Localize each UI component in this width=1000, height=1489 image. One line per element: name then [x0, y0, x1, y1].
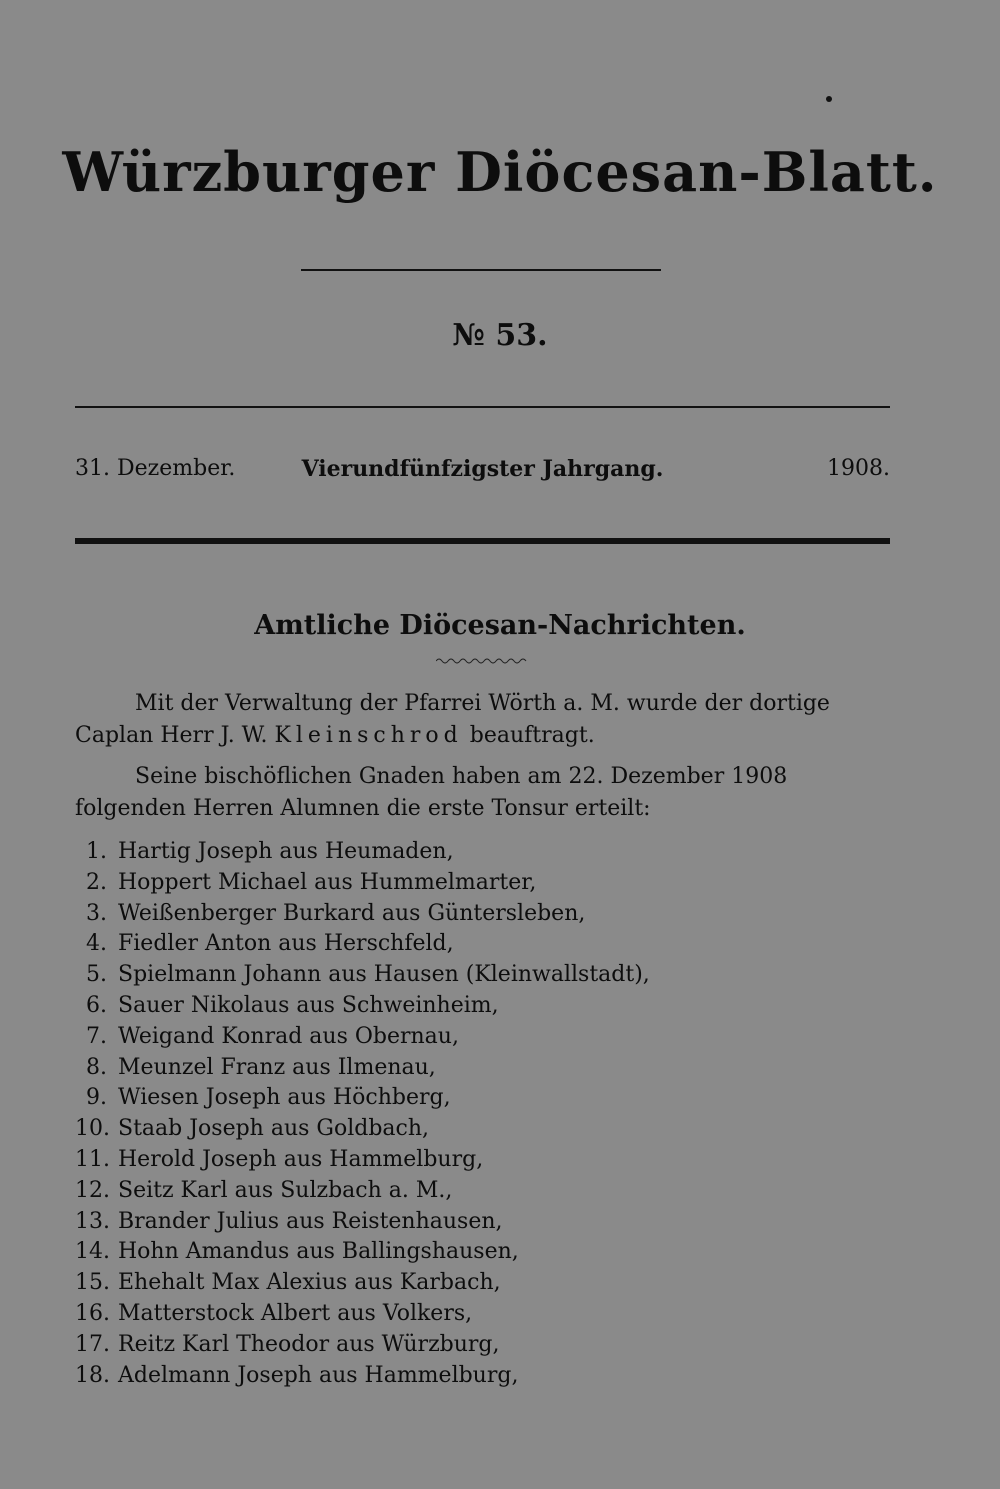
list-number: 4.: [86, 931, 107, 957]
issue-date: 31. Dezember.: [75, 456, 236, 481]
alumnus-entry: Adelmann Joseph aus Hammelburg,: [118, 1362, 519, 1388]
list-item: [75, 1268, 890, 1299]
list-item: [75, 899, 890, 930]
alumnus-entry: Reitz Karl Theodor aus Würzburg,: [118, 1331, 500, 1357]
list-number: 13.: [75, 1208, 110, 1234]
alumnus-entry: Hohn Amandus aus Ballingshausen,: [118, 1239, 519, 1265]
list-item: [75, 1053, 890, 1084]
issue-year: 1908.: [827, 456, 890, 481]
alumnus-entry: Wiesen Joseph aus Höchberg,: [118, 1085, 451, 1111]
alumnus-entry: Weigand Konrad aus Obernau,: [118, 1023, 459, 1049]
alumnus-entry: Staab Joseph aus Goldbach,: [118, 1116, 430, 1142]
list-item: [75, 960, 890, 991]
list-item: [75, 1361, 890, 1392]
paragraph-tonsure: Seine bischöflichen Gnaden haben am 22. Dezember 1908 folgenden Herren Alumnen die erste Tonsur erteilt:: [75, 764, 788, 821]
list-item: [75, 1114, 890, 1145]
alumnus-entry: Fiedler Anton aus Herschfeld,: [118, 931, 454, 957]
list-item: [75, 868, 890, 899]
list-number: 18.: [75, 1362, 110, 1388]
dateline: [75, 456, 890, 490]
list-item: [75, 1145, 890, 1176]
list-item: [75, 1022, 890, 1053]
list-number: 14.: [75, 1239, 110, 1265]
paragraph-text-end: beauftragt.: [469, 723, 595, 748]
masthead-title: Würzburger Diöcesan-Blatt.: [62, 140, 938, 204]
list-number: 11.: [75, 1146, 110, 1172]
list-number: 16.: [75, 1300, 110, 1326]
list-item: [75, 991, 890, 1022]
list-number: 9.: [86, 1085, 107, 1111]
volume-label: Vierundfünfzigster Jahrgang.: [301, 456, 664, 482]
paragraph-administration: [75, 688, 890, 752]
title-rule: [301, 269, 661, 271]
list-item: [75, 929, 890, 960]
list-number: 12.: [75, 1177, 110, 1203]
double-rule: [75, 538, 890, 544]
alumnus-entry: Hartig Joseph aus Heumaden,: [118, 839, 454, 864]
spaced-name: Kleinschrod: [274, 723, 463, 748]
list-item: [75, 1330, 890, 1361]
list-item: [75, 1207, 890, 1238]
section-title: Amtliche Diöcesan-Nachrichten.: [254, 610, 746, 641]
alumnus-entry: Brander Julius aus Reistenhausen,: [118, 1208, 503, 1234]
printer-dot-mark: [826, 96, 832, 102]
alumnus-entry: Seitz Karl aus Sulzbach a. M.,: [118, 1177, 453, 1203]
list-item: [75, 1083, 890, 1114]
list-item: [75, 837, 890, 868]
list-item: [75, 1237, 890, 1268]
list-number: 10.: [75, 1116, 110, 1142]
alumnus-entry: Weißenberger Burkard aus Güntersleben,: [118, 900, 586, 926]
alumnus-entry: Hoppert Michael aus Hummelmarter,: [118, 869, 537, 895]
issue-number: № 53.: [452, 318, 548, 353]
alumnus-entry: Ehehalt Max Alexius aus Karbach,: [118, 1270, 501, 1296]
alumnus-entry: Meunzel Franz aus Ilmenau,: [118, 1054, 436, 1080]
header-rule: [75, 406, 890, 408]
list-item: [75, 1176, 890, 1207]
alumnus-entry: Spielmann Johann aus Hausen (Kleinwallstadt),: [118, 962, 650, 988]
list-number: 15.: [75, 1270, 110, 1296]
list-number: 6.: [86, 992, 107, 1018]
list-item: [75, 1299, 890, 1330]
list-number: 2.: [86, 869, 107, 895]
alumnus-entry: Herold Joseph aus Hammelburg,: [118, 1146, 484, 1172]
ornament-divider: [436, 656, 530, 666]
list-number: 5.: [86, 962, 107, 988]
list-number: 8.: [86, 1054, 107, 1080]
list-number: 1.: [86, 839, 107, 864]
alumnus-entry: Matterstock Albert aus Volkers,: [118, 1300, 473, 1326]
list-number: 7.: [86, 1023, 107, 1049]
list-number: 3.: [86, 900, 107, 926]
list-number: 17.: [75, 1331, 110, 1357]
alumni-list: [75, 837, 890, 1391]
alumnus-entry: Sauer Nikolaus aus Schweinheim,: [118, 992, 499, 1018]
paragraph-text: Mit der Verwaltung der Pfarrei Wörth a. M. wurde der dortige Caplan Herr J. W.: [75, 691, 830, 748]
